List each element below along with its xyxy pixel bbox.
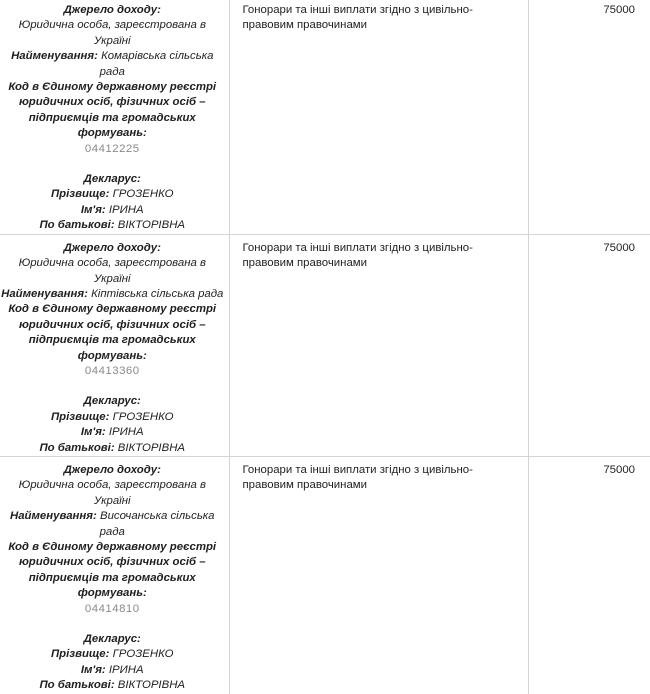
table-row	[0, 234, 650, 456]
surname-value: ГРОЗЕНКО	[113, 411, 174, 423]
first-name-value: ІРИНА	[109, 426, 144, 438]
income-type: Гонорари та інші виплати згідно з цивільно-правовим правочинами	[230, 0, 528, 34]
patronymic-value: ВІКТОРІВНА	[118, 442, 185, 454]
table-row	[0, 0, 650, 234]
amount-cell	[528, 0, 650, 234]
surname-label: Прізвище:	[51, 648, 109, 660]
amount-cell	[528, 456, 650, 693]
code-label: Код в Єдиному державному реєстрі юридичних осіб, фізичних осіб – підприємців та громадських формувань:	[8, 541, 216, 599]
income-amount: 75000	[529, 235, 650, 256]
name-label: Найменування:	[11, 50, 98, 62]
entity-name: Кіптівська сільська рада	[91, 288, 223, 300]
entity-type: Юридична особа, зареєстрована в Україні	[19, 257, 206, 284]
surname-label: Прізвище:	[51, 411, 109, 423]
amount-cell	[528, 234, 650, 456]
patronymic-label: По батькові:	[39, 679, 114, 691]
name-label: Найменування:	[1, 288, 88, 300]
code-label: Код в Єдиному державному реєстрі юридичних осіб, фізичних осіб – підприємців та громадських формувань:	[8, 303, 216, 361]
declarant-label: Декларус:	[84, 395, 141, 407]
declarant-label: Декларус:	[84, 633, 141, 645]
surname-label: Прізвище:	[51, 188, 109, 200]
entity-code: 04414810	[85, 603, 140, 615]
surname-value: ГРОЗЕНКО	[113, 648, 174, 660]
income-amount: 75000	[529, 0, 650, 18]
income-type: Гонорари та інші виплати згідно з цивільно-правовим правочинами	[230, 235, 528, 272]
income-type: Гонорари та інші виплати згідно з цивільно-правовим правочинами	[230, 457, 528, 494]
income-amount: 75000	[529, 457, 650, 478]
source-label: Джерело доходу:	[64, 4, 161, 16]
entity-name: Височанська сільська рада	[100, 510, 215, 537]
first-name-label: Ім'я:	[81, 426, 106, 438]
entity-type: Юридична особа, зареєстрована в Україні	[19, 19, 206, 46]
income-type-cell	[229, 234, 528, 456]
entity-type: Юридична особа, зареєстрована в Україні	[19, 479, 206, 506]
income-type-cell	[229, 456, 528, 693]
source-label: Джерело доходу:	[64, 242, 161, 254]
surname-value: ГРОЗЕНКО	[113, 188, 174, 200]
first-name-value: ІРИНА	[109, 664, 144, 676]
income-source-cell	[0, 0, 229, 234]
declarant-label: Декларус:	[84, 173, 141, 185]
source-label: Джерело доходу:	[64, 464, 161, 476]
first-name-value: ІРИНА	[109, 204, 144, 216]
entity-code: 04412225	[85, 143, 140, 155]
entity-name: Комарівська сільська рада	[100, 50, 214, 77]
first-name-label: Ім'я:	[81, 664, 106, 676]
income-type-cell	[229, 0, 528, 234]
code-label: Код в Єдиному державному реєстрі юридичних осіб, фізичних осіб – підприємців та громадських формувань:	[8, 81, 216, 139]
patronymic-value: ВІКТОРІВНА	[118, 219, 185, 231]
entity-code: 04413360	[85, 365, 140, 377]
income-source-cell	[0, 234, 229, 456]
name-label: Найменування:	[10, 510, 97, 522]
patronymic-label: По батькові:	[39, 219, 114, 231]
income-source-cell	[0, 456, 229, 693]
table-row	[0, 456, 650, 693]
patronymic-label: По батькові:	[39, 442, 114, 454]
patronymic-value: ВІКТОРІВНА	[118, 679, 185, 691]
first-name-label: Ім'я:	[81, 204, 106, 216]
